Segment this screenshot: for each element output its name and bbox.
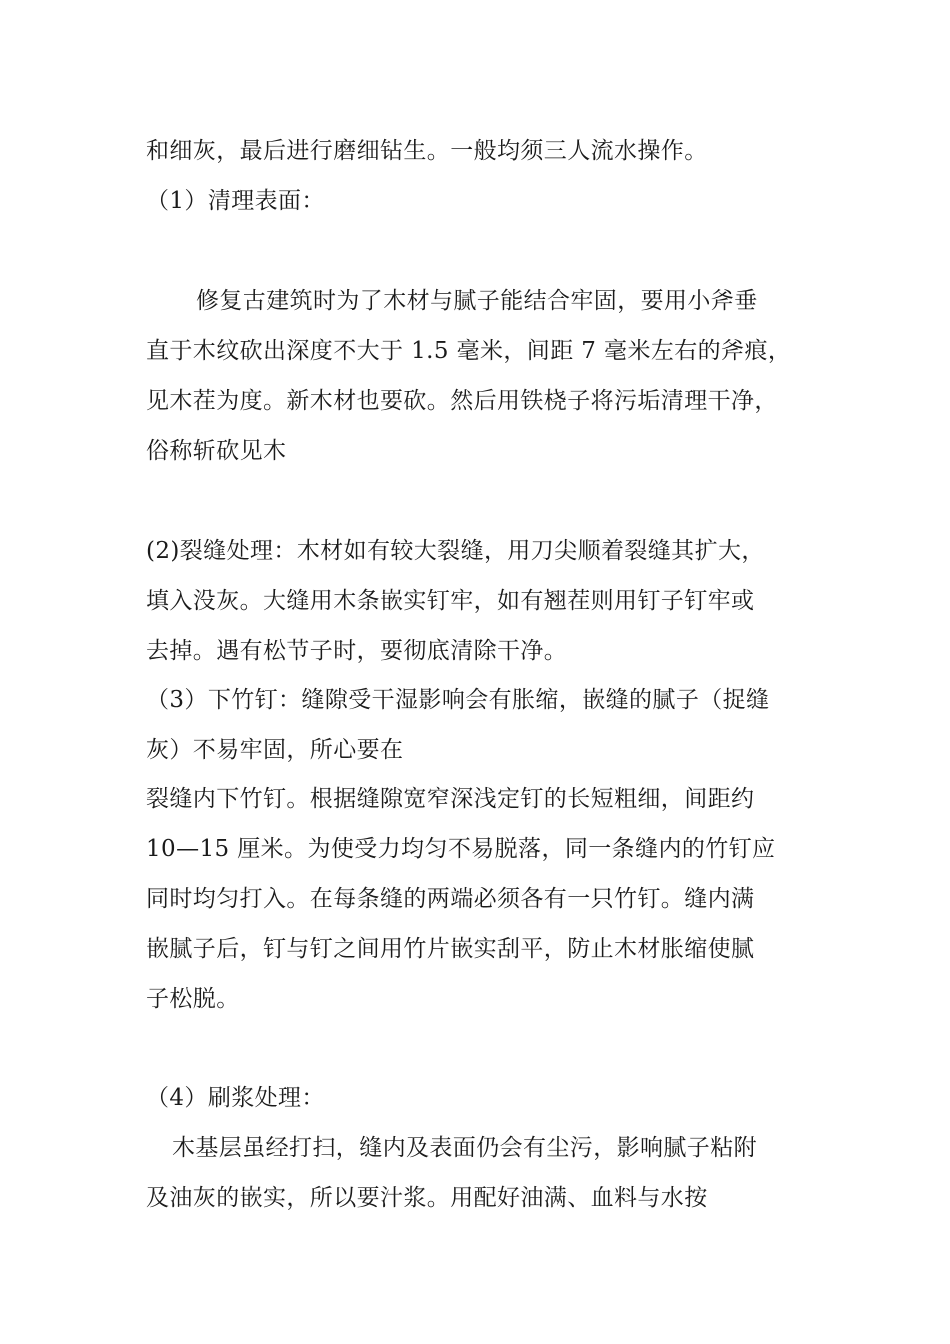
text-line: 俗称斩砍见木	[146, 438, 287, 464]
text-line: 及油灰的嵌实，所以要汁浆。用配好油满、血料与水按	[146, 1185, 708, 1211]
text-line: 同时均匀打入。在每条缝的两端必须各有一只竹钉。缝内满	[146, 886, 755, 912]
section-heading-2: (2)裂缝处理：木材如有较大裂缝，用刀尖顺着裂缝其扩大，	[146, 538, 765, 564]
text-line: 嵌腻子后，钉与钉之间用竹片嵌实刮平，防止木材胀缩使腻	[146, 936, 755, 962]
text-line: 木基层虽经打扫，缝内及表面仍会有尘污，影响腻子粘附	[172, 1135, 757, 1161]
text-line: 填入没灰。大缝用木条嵌实钉牢，如有翘茬则用钉子钉牢或	[146, 588, 755, 614]
text-line: 和细灰，最后进行磨细钻生。一般均须三人流水操作。	[146, 138, 708, 164]
section-heading-4: （4）刷浆处理：	[146, 1085, 325, 1111]
text-line: 见木茬为度。新木材也要砍。然后用铁桡子将污垢清理干净，	[146, 388, 778, 414]
text-line: 10—15 厘米。为使受力均匀不易脱落，同一条缝内的竹钉应	[146, 836, 776, 862]
text-line: 裂缝内下竹钉。根据缝隙宽窄深浅定钉的长短粗细，间距约	[146, 786, 755, 812]
text-line: 子松脱。	[146, 986, 240, 1012]
section-heading-1: （1）清理表面：	[146, 188, 325, 214]
text-line: 直于木纹砍出深度不大于 1.5 毫米，间距 7 毫米左右的斧痕，	[146, 338, 792, 364]
text-line: 去掉。遇有松节子时，要彻底清除干净。	[146, 638, 568, 664]
text-line: 修复古建筑时为了木材与腻子能结合牢固，要用小斧垂	[196, 288, 758, 314]
text-line: 灰）不易牢固，所心要在	[146, 737, 404, 763]
section-heading-3: （3）下竹钉：缝隙受干湿影响会有胀缩，嵌缝的腻子（捉缝	[146, 687, 770, 713]
